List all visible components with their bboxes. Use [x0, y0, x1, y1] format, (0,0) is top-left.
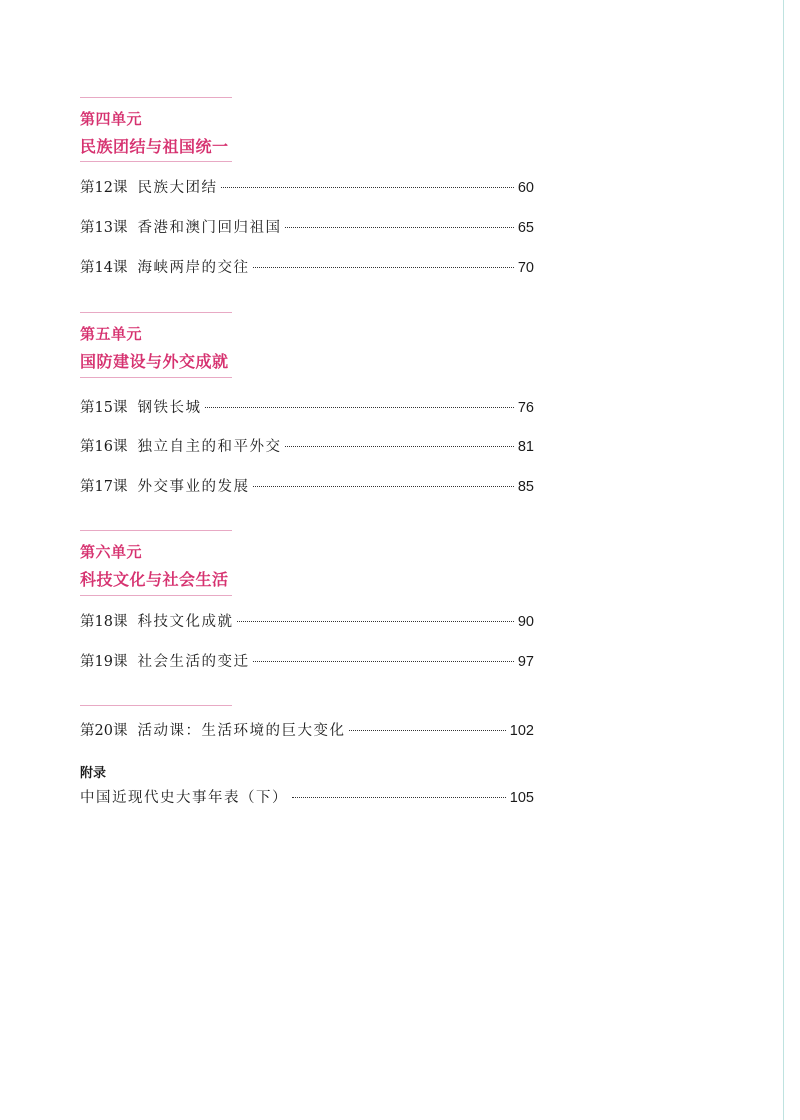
page-number: 85: [517, 479, 534, 495]
lesson-title: 香港和澳门回归祖国: [137, 220, 282, 236]
lesson-number: 第13课: [80, 220, 128, 236]
lesson-title: 独立自主的和平外交: [137, 439, 282, 455]
unit-top-rule: [80, 97, 232, 98]
dot-leader: [205, 407, 513, 408]
lesson-title: 社会生活的变迁: [137, 654, 250, 670]
unit-title: 民族团结与祖国统一: [80, 137, 229, 156]
dot-leader: [349, 730, 505, 731]
dot-leader: [237, 621, 513, 622]
lesson-number: 第14课: [80, 260, 128, 276]
unit-title: 国防建设与外交成就: [80, 352, 229, 371]
lesson-number: 第16课: [80, 439, 128, 455]
unit-top-rule: [80, 530, 232, 531]
lesson-title: 活动课：生活环境的巨大变化: [137, 723, 346, 739]
unit-number: 第五单元: [80, 325, 143, 343]
lesson-number: 第20课: [80, 723, 128, 739]
dot-leader: [253, 661, 513, 662]
toc-entry-appendix[interactable]: [80, 786, 534, 807]
appendix-title: 中国近现代史大事年表（下）: [80, 790, 288, 806]
unit-bottom-rule: [80, 595, 232, 596]
unit-number: 第六单元: [80, 543, 143, 561]
toc-entry-lesson-19[interactable]: [80, 650, 534, 671]
lesson-number: 第19课: [80, 654, 128, 670]
page-number: 105: [509, 790, 534, 806]
lesson-title: 海峡两岸的交往: [137, 260, 250, 276]
appendix-label: 附录: [80, 766, 107, 781]
toc-entry-lesson-20[interactable]: [80, 719, 534, 740]
unit-title: 科技文化与社会生活: [80, 570, 229, 589]
toc-entry-lesson-16[interactable]: [80, 435, 534, 456]
unit-bottom-rule: [80, 377, 232, 378]
toc-entry-lesson-13[interactable]: [80, 216, 534, 237]
page-number: 70: [517, 260, 534, 276]
page-edge-line: [783, 0, 784, 1120]
dot-leader: [253, 486, 513, 487]
dot-leader: [253, 267, 513, 268]
unit-bottom-rule: [80, 161, 232, 162]
lesson-title: 钢铁长城: [137, 400, 202, 416]
lesson-title: 外交事业的发展: [137, 479, 250, 495]
page-number: 81: [517, 439, 534, 455]
toc-entry-lesson-18[interactable]: [80, 610, 534, 631]
lesson-number: 第17课: [80, 479, 128, 495]
page-number: 90: [517, 614, 534, 630]
toc-entry-lesson-14[interactable]: [80, 256, 534, 277]
toc-entry-lesson-15[interactable]: [80, 396, 534, 417]
lesson-number: 第12课: [80, 180, 128, 196]
unit-number: 第四单元: [80, 110, 143, 128]
lesson-title: 科技文化成就: [137, 614, 234, 630]
dot-leader: [292, 797, 506, 798]
lesson-title: 民族大团结: [137, 180, 218, 196]
page-number: 60: [517, 180, 534, 196]
dot-leader: [285, 446, 513, 447]
toc-entry-lesson-12[interactable]: [80, 176, 534, 197]
lesson-number: 第15课: [80, 400, 128, 416]
dot-leader: [221, 187, 513, 188]
lesson-number: 第18课: [80, 614, 128, 630]
toc-entry-lesson-17[interactable]: [80, 475, 534, 496]
page-number: 102: [509, 723, 534, 739]
page-number: 76: [517, 400, 534, 416]
page-number: 97: [517, 654, 534, 670]
unit-top-rule: [80, 312, 232, 313]
activity-top-rule: [80, 705, 232, 706]
dot-leader: [285, 227, 513, 228]
page-number: 65: [517, 220, 534, 236]
